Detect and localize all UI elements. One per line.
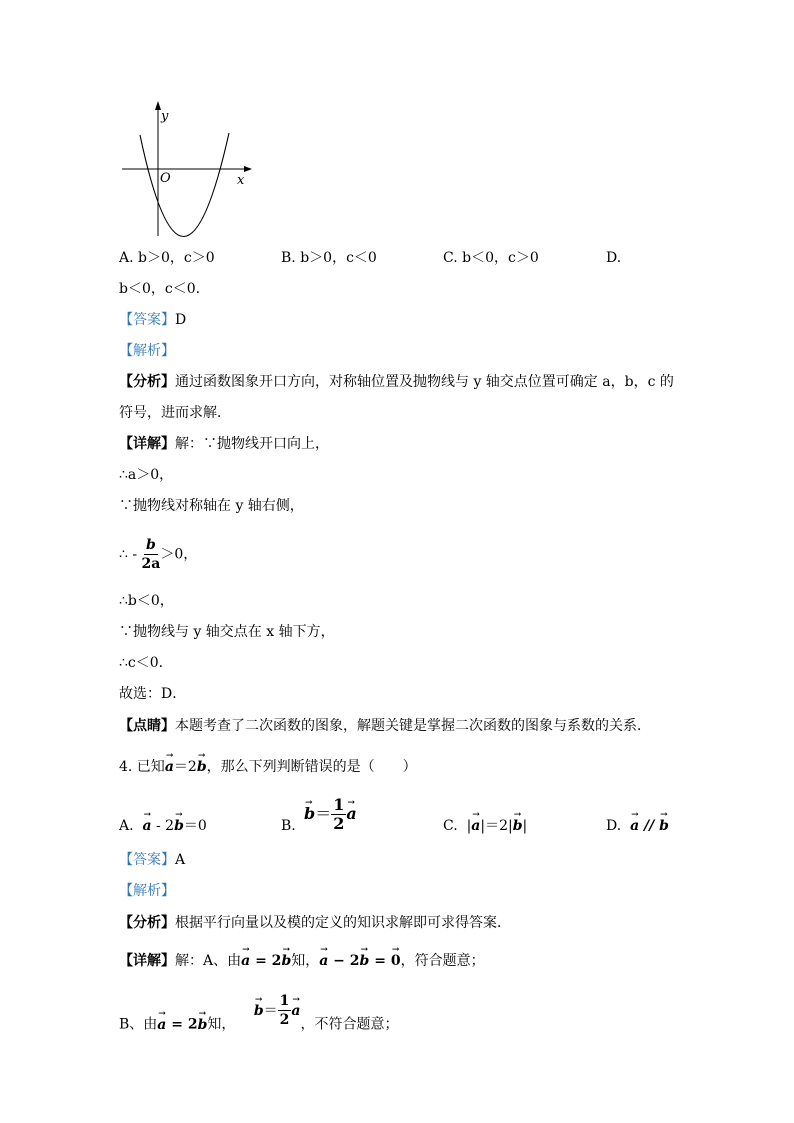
q4-option-b-letter: B. (281, 818, 296, 834)
fraction: $\frac{b}{2a}$ (141, 537, 161, 572)
option-d-text: b＜0，c＜0. (119, 281, 201, 297)
parabola-graph (0, 0, 300, 260)
fenxi-line-2: 符号，进而求解． (119, 405, 231, 421)
option-d-letter: D. (606, 250, 622, 266)
q4-option-b: → b＝ $\frac{1}{2}$ → a (304, 796, 357, 833)
x-axis-arrow (244, 166, 252, 172)
step: ∵抛物线与 y 轴交点在 x 轴下方， (119, 624, 335, 640)
analysis-heading: 【解析】 (119, 343, 175, 359)
fenxi-line: 【分析】通过函数图象开口方向，对称轴位置及抛物线与 y 轴交点位置可确定 a，b，c 的 (119, 374, 674, 390)
step: ∴c＜0． (119, 655, 173, 671)
q4-detail-a: 【详解】解：A、由→ a = 2→ b知，→ a − 2→ b = → 0，符合题意； (119, 952, 485, 970)
option-b: B. b＞0，c＜0 (281, 250, 377, 266)
option-a: A. b＞0，c＞0 (119, 250, 215, 266)
dianjing-line: 【点睛】本题考查了二次函数的图象，解题关键是掌握二次函数的图象与系数的关系． (119, 718, 651, 734)
parabola-curve (140, 133, 229, 237)
q4-option-a: A. → a - 2→ b＝0 (119, 817, 207, 835)
step: ∵抛物线对称轴在 y 轴右侧， (119, 498, 304, 514)
q4-analysis-heading: 【解析】 (119, 883, 175, 899)
q4-stem: 4. 已知→ a＝2→ b，那么下列判断错误的是（ ） (119, 758, 417, 776)
q4-detail-b: B、由→ a = 2→ b知， → b＝ $\frac{1}{2}$ → a，不符合题意； (119, 1006, 398, 1043)
q4-answer-line: 【答案】A (119, 852, 186, 868)
detail-line: 【详解】解：∵抛物线开口向上， (119, 436, 329, 452)
step: ∴a＞0， (119, 467, 174, 483)
q4-option-d: D. → a // → b (606, 817, 669, 835)
origin-label: O (160, 171, 171, 186)
y-label: y (161, 109, 169, 124)
q4-option-c: C. |→ a|＝2|→ b| (443, 817, 527, 835)
step: ∴b＜0， (119, 593, 174, 609)
answer-line: 【答案】D (119, 312, 187, 328)
half-a-expression: → b＝ $\frac{1}{2}$ → a (254, 1003, 301, 1019)
option-c: C. b＜0，c＞0 (443, 250, 539, 266)
fraction-step: ∴ - $\frac{b}{2a}$ ＞0， (119, 537, 198, 572)
x-label: x (237, 173, 245, 188)
q4-fenxi-line: 【分析】根据平行向量以及模的定义的知识求解即可求得答案． (119, 915, 511, 931)
step: 故选：D． (119, 686, 187, 702)
